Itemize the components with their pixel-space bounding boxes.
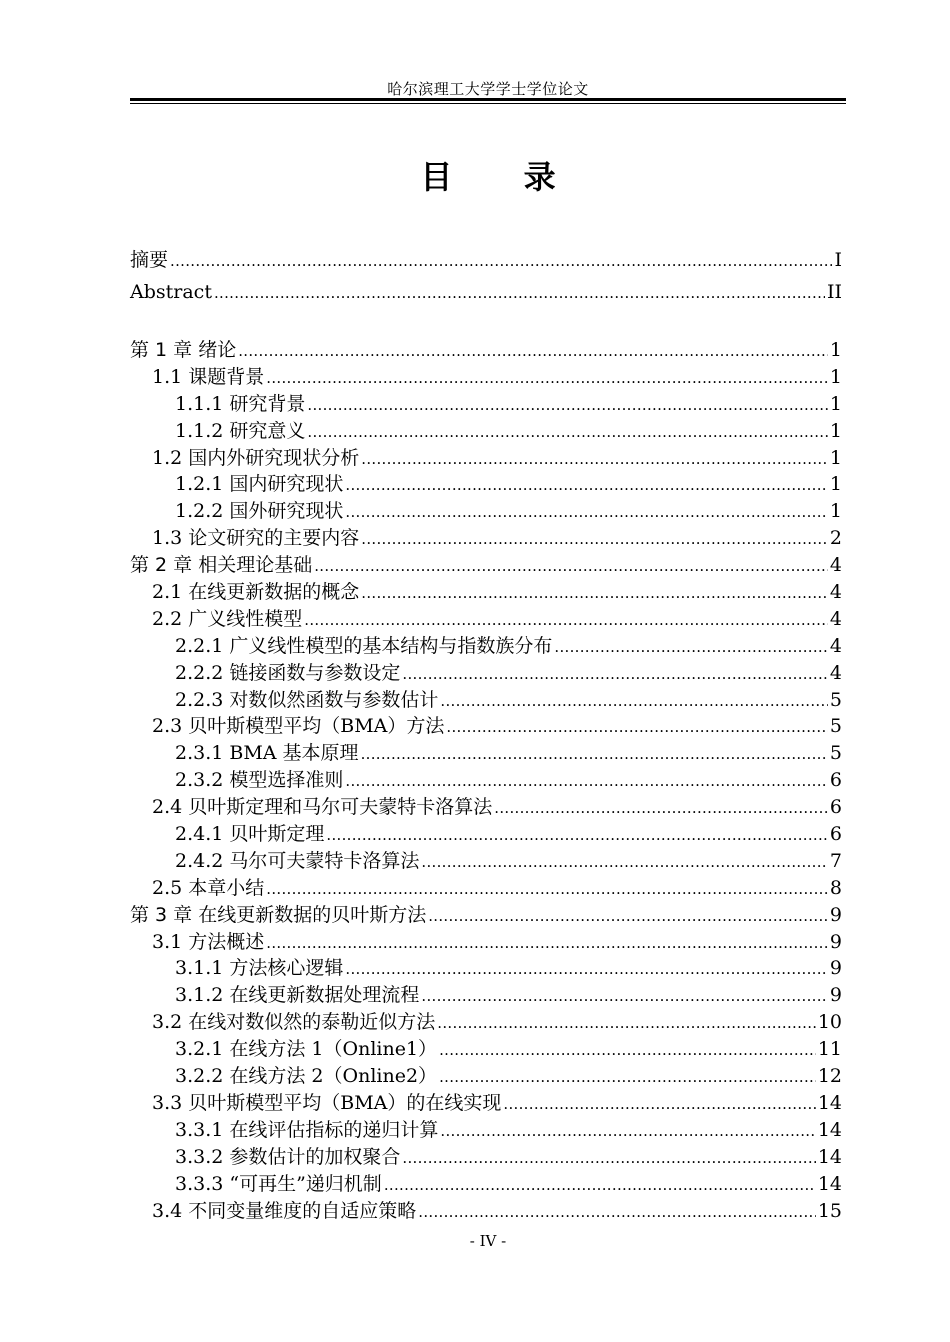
toc-entry-label: 摘要	[130, 249, 169, 271]
toc-entry-page: 9	[829, 930, 842, 953]
toc-leader-dots	[361, 446, 828, 473]
toc-entry-page: 14	[817, 1145, 842, 1168]
toc-entry-label: 1.1 课题背景	[152, 365, 265, 388]
toc-entry-page: 2	[829, 527, 842, 550]
toc-entry-label: 1.1.2 研究意义	[175, 419, 306, 442]
header-rule	[130, 98, 846, 104]
toc-leader-dots	[266, 876, 828, 903]
toc-entry-label: 1.2 国内外研究现状分析	[152, 446, 360, 469]
toc-entry[interactable]	[130, 740, 842, 767]
toc-entry-label: 第 3 章 在线更新数据的贝叶斯方法	[130, 903, 427, 926]
toc-entry-page: 12	[817, 1065, 842, 1088]
toc-leader-dots	[440, 688, 828, 715]
toc-entry[interactable]	[130, 633, 842, 660]
toc-entry[interactable]	[130, 955, 842, 982]
toc-entry[interactable]	[130, 1198, 842, 1225]
toc-body	[130, 337, 842, 1224]
toc-entry-page: 1	[829, 500, 842, 523]
toc-entry-label: 1.3 论文研究的主要内容	[152, 527, 360, 550]
toc-entry-page: 4	[829, 634, 842, 657]
toc-entry[interactable]	[130, 794, 842, 821]
toc-entry-page: I	[834, 249, 842, 271]
toc-entry-page: 5	[829, 742, 842, 765]
toc-leader-dots	[402, 661, 828, 688]
toc-leader-dots	[494, 795, 828, 822]
toc-leader-dots	[440, 1118, 815, 1145]
toc-leader-dots	[345, 472, 828, 499]
toc-leader-dots	[345, 768, 828, 795]
toc-entry-page: 4	[829, 607, 842, 630]
toc-entry-label: 3.1.2 在线更新数据处理流程	[175, 984, 420, 1007]
toc-entry[interactable]	[130, 767, 842, 794]
toc-entry[interactable]	[130, 1117, 842, 1144]
toc-entry[interactable]	[130, 875, 842, 902]
toc-entry-label: 3.3.3 “可再生”递归机制	[175, 1172, 382, 1195]
toc-entry-page: 14	[817, 1172, 842, 1195]
toc-leader-dots	[238, 338, 828, 365]
toc-leader-dots	[439, 1064, 816, 1091]
toc-leader-dots	[439, 1037, 816, 1064]
toc-entry-page: 15	[817, 1199, 842, 1222]
toc-leader-dots	[437, 1010, 816, 1037]
toc-leader-dots	[214, 277, 825, 309]
toc-entry-label: 3.3 贝叶斯模型平均（BMA）的在线实现	[152, 1091, 502, 1114]
toc-entry[interactable]	[130, 445, 842, 472]
toc-leader-dots	[307, 419, 828, 446]
running-header: 哈尔滨理工大学学士学位论文	[387, 80, 589, 98]
toc-entry-label: 3.4 不同变量维度的自适应策略	[152, 1199, 417, 1222]
toc-entry[interactable]	[130, 660, 842, 687]
toc-entry-page: 14	[817, 1118, 842, 1141]
toc-entry[interactable]	[130, 848, 842, 875]
toc-entry[interactable]	[130, 337, 842, 364]
toc-entry[interactable]	[130, 391, 842, 418]
toc-entry[interactable]	[130, 606, 842, 633]
toc-entry-label: 2.4.1 贝叶斯定理	[175, 823, 325, 846]
toc-entry-page: 9	[829, 903, 842, 926]
toc-entry-page: 11	[817, 1038, 842, 1061]
toc-entry[interactable]	[130, 1036, 842, 1063]
toc-entry-page: 1	[829, 365, 842, 388]
toc-leader-dots	[446, 714, 828, 741]
toc-leader-dots	[304, 607, 828, 634]
toc-entry-label: 1.1.1 研究背景	[175, 392, 306, 415]
toc-leader-dots	[421, 983, 828, 1010]
toc-entry-label: 第 1 章 绪论	[130, 339, 237, 361]
toc-entry-page: 4	[829, 661, 842, 684]
toc-entry-page: 8	[829, 876, 842, 899]
toc-leader-dots	[402, 1145, 815, 1172]
toc-entry-page: 4	[829, 581, 842, 604]
toc-entry-page: 9	[829, 984, 842, 1007]
table-of-contents	[130, 244, 842, 1224]
toc-entry-page: II	[826, 281, 842, 303]
toc-entry-label: Abstract	[130, 281, 212, 303]
toc-entry[interactable]	[130, 902, 842, 929]
toc-leader-dots	[314, 553, 828, 580]
toc-title: 目 录	[420, 158, 586, 196]
toc-entry-label: 2.2.2 链接函数与参数设定	[175, 661, 401, 684]
toc-entry-label: 2.4 贝叶斯定理和马尔可夫蒙特卡洛算法	[152, 796, 493, 819]
toc-entry-abstract-en[interactable]	[130, 276, 842, 308]
toc-entry-label: 2.3.2 模型选择准则	[175, 769, 344, 792]
toc-entry[interactable]	[130, 982, 842, 1009]
toc-entry[interactable]	[130, 1090, 842, 1117]
toc-entry-label: 2.4.2 马尔可夫蒙特卡洛算法	[175, 849, 420, 872]
toc-entry-label: 3.1.1 方法核心逻辑	[175, 957, 344, 980]
toc-entry-label: 2.1 在线更新数据的概念	[152, 581, 360, 604]
page-number: - IV -	[469, 1232, 507, 1250]
toc-leader-dots	[361, 741, 828, 768]
toc-entry-page: 14	[817, 1091, 842, 1114]
toc-entry[interactable]	[130, 579, 842, 606]
toc-entry-label: 3.2.1 在线方法 1（Online1）	[175, 1038, 438, 1061]
toc-entry-page: 10	[817, 1011, 842, 1034]
toc-entry-label: 2.2.3 对数似然函数与参数估计	[175, 688, 439, 711]
header-rule-thick	[130, 98, 846, 101]
toc-leader-dots	[361, 526, 828, 553]
toc-leader-dots	[421, 849, 828, 876]
toc-leader-dots	[307, 392, 828, 419]
toc-leader-dots	[361, 580, 828, 607]
toc-entry-label: 3.2 在线对数似然的泰勒近似方法	[152, 1011, 436, 1034]
toc-entry-page: 7	[829, 849, 842, 872]
toc-entry-label: 2.2 广义线性模型	[152, 607, 303, 630]
toc-entry-label: 3.3.1 在线评估指标的递归计算	[175, 1118, 439, 1141]
toc-entry-page: 6	[829, 769, 842, 792]
toc-leader-dots	[170, 245, 832, 277]
toc-entry[interactable]	[130, 364, 842, 391]
toc-entry[interactable]	[130, 1063, 842, 1090]
toc-entry[interactable]	[130, 498, 842, 525]
toc-entry-label: 1.2.2 国外研究现状	[175, 500, 344, 523]
toc-entry[interactable]	[130, 929, 842, 956]
toc-entry-page: 1	[829, 419, 842, 442]
toc-entry-page: 4	[829, 554, 842, 577]
toc-leader-dots	[418, 1199, 816, 1226]
toc-leader-dots	[554, 634, 828, 661]
toc-entry[interactable]	[130, 821, 842, 848]
toc-leader-dots	[266, 930, 828, 957]
toc-leader-dots	[428, 903, 828, 930]
toc-entry-page: 1	[829, 473, 842, 496]
toc-entry[interactable]	[130, 471, 842, 498]
toc-entry-page: 6	[829, 823, 842, 846]
toc-entry-page: 1	[829, 339, 842, 361]
toc-leader-dots	[384, 1172, 816, 1199]
toc-entry[interactable]	[130, 552, 842, 579]
toc-entry-label: 2.3.1 BMA 基本原理	[175, 742, 359, 765]
toc-entry-label: 1.2.1 国内研究现状	[175, 473, 344, 496]
toc-entry-page: 1	[829, 446, 842, 469]
toc-entry-label: 3.2.2 在线方法 2（Online2）	[175, 1065, 438, 1088]
toc-entry-label: 第 2 章 相关理论基础	[130, 554, 313, 577]
toc-entry[interactable]	[130, 525, 842, 552]
toc-entry-page: 5	[829, 688, 842, 711]
toc-entry[interactable]	[130, 1144, 842, 1171]
toc-leader-dots	[345, 956, 828, 983]
toc-leader-dots	[345, 499, 828, 526]
toc-leader-dots	[503, 1091, 815, 1118]
toc-entry-page: 1	[829, 392, 842, 415]
toc-entry-label: 2.3 贝叶斯模型平均（BMA）方法	[152, 715, 445, 738]
toc-entry[interactable]	[130, 418, 842, 445]
toc-entry-abstract-cn[interactable]	[130, 244, 842, 276]
toc-entry-label: 2.5 本章小结	[152, 876, 265, 899]
toc-entry-page: 9	[829, 957, 842, 980]
toc-entry-page: 6	[829, 796, 842, 819]
header-rule-thin	[130, 103, 846, 104]
toc-entry-label: 3.1 方法概述	[152, 930, 265, 953]
toc-entry[interactable]	[130, 1171, 842, 1198]
toc-entry-label: 2.2.1 广义线性模型的基本结构与指数族分布	[175, 634, 553, 657]
toc-entry[interactable]	[130, 687, 842, 714]
toc-entry[interactable]	[130, 1009, 842, 1036]
toc-entry-label: 3.3.2 参数估计的加权聚合	[175, 1145, 401, 1168]
toc-leader-dots	[326, 822, 828, 849]
toc-entry-page: 5	[829, 715, 842, 738]
toc-entry[interactable]	[130, 713, 842, 740]
toc-leader-dots	[266, 365, 828, 392]
